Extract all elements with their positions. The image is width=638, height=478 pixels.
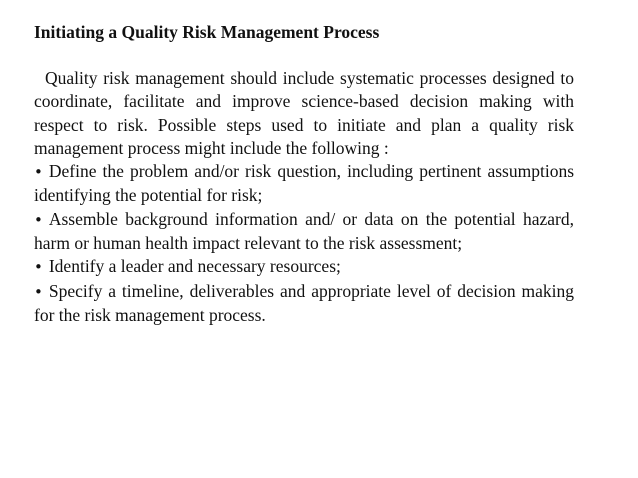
bullet-item <box>34 208 574 256</box>
slide-content <box>34 20 574 327</box>
bullet-icon: • <box>34 258 43 277</box>
bullet-text: Specify a timeline, deliverables and appropriate level of decision making for the risk management process. <box>34 280 574 325</box>
bullet-text: Identify a leader and necessary resources; <box>48 256 341 277</box>
slide-body <box>34 67 574 327</box>
slide-title: Initiating a Quality Risk Management Process <box>34 22 380 42</box>
bullet-item <box>34 255 574 279</box>
bullet-icon: • <box>34 163 43 182</box>
bullet-icon: • <box>34 210 43 229</box>
bullet-icon: • <box>34 282 43 301</box>
bullet-item <box>34 280 574 328</box>
bullet-item <box>34 160 574 208</box>
bullet-text: Assemble background information and/ or data on the potential hazard, harm or human health impact relevant to the risk assessment; <box>34 208 574 254</box>
bullet-text: Define the problem and/or risk question, including pertinent assumptions identifying the potential for risk; <box>34 161 574 206</box>
intro-paragraph: Quality risk management should include systematic processes designed to coordinate, facilitate and improve science-based decision making with respect to risk. Possible steps used to initiate and plan a quality risk management process might include the following : <box>34 68 574 158</box>
